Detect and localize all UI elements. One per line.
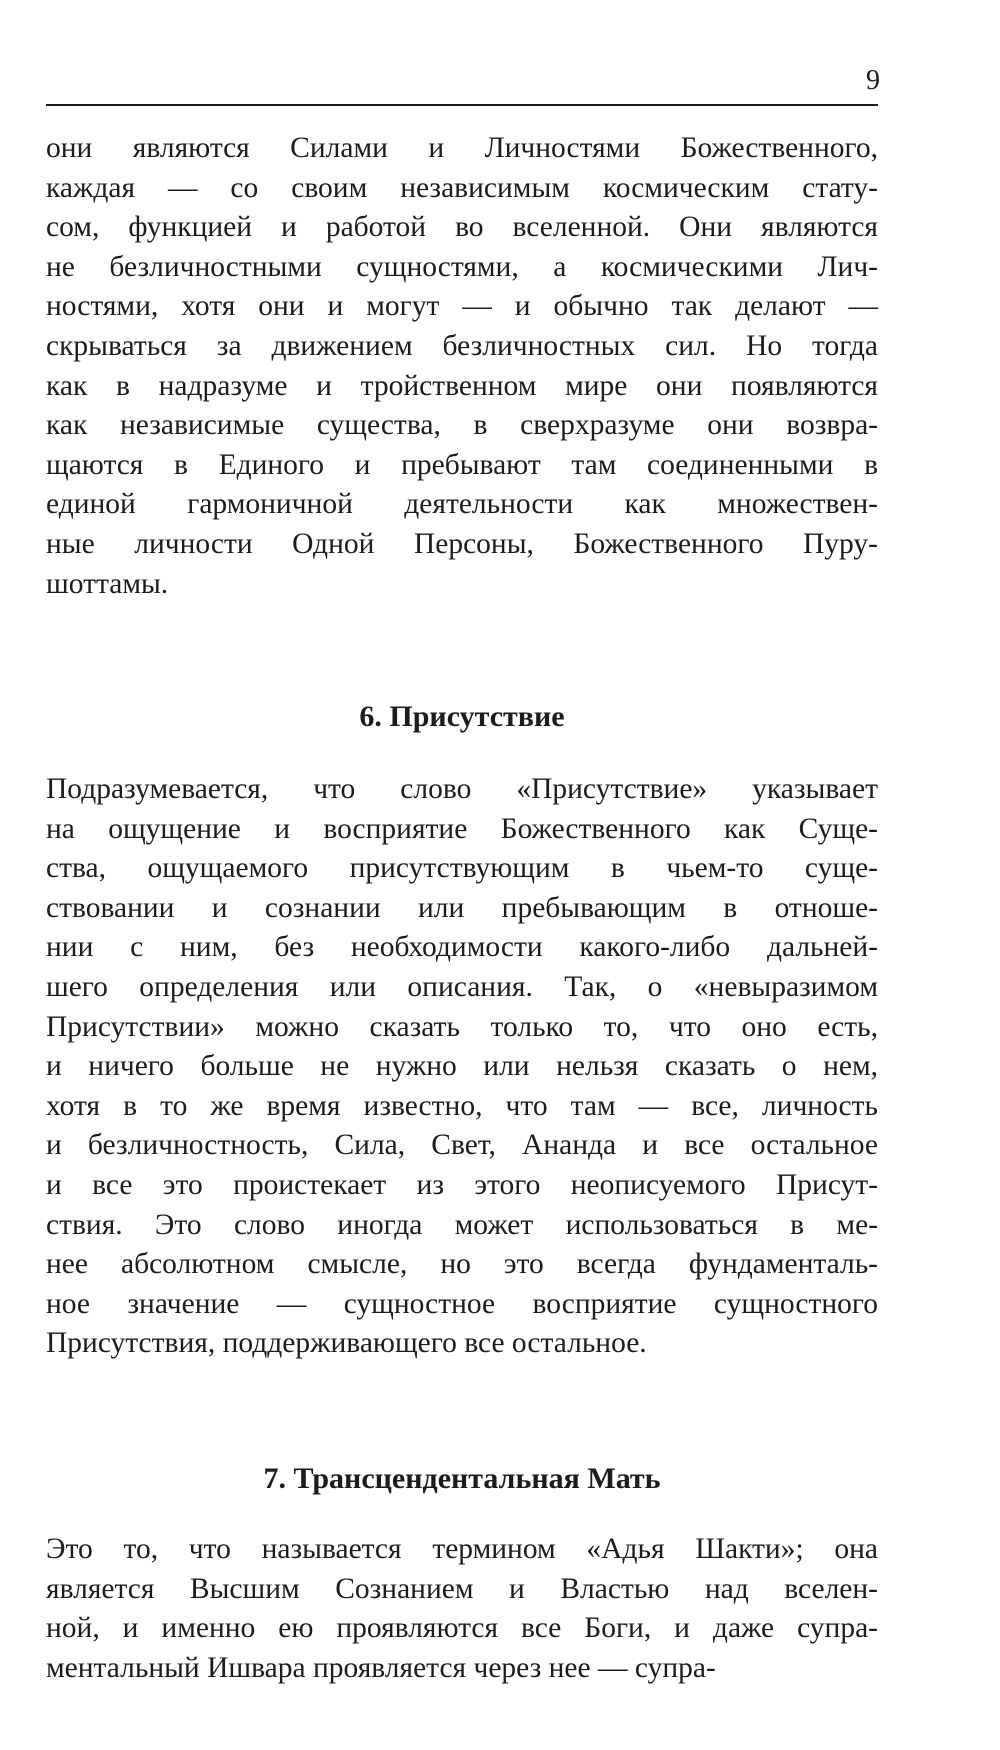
section-heading-presence: 6. Присутствие (359, 700, 565, 733)
text-line: единой гармоничной деятельности как множествен- (46, 488, 878, 521)
text-line: Присутствии» можно сказать только то, что оно есть, (46, 1010, 878, 1043)
text-line: Присутствия, поддерживающего все остальное. (46, 1327, 647, 1360)
text-line: скрываться за движением безличностных сил. Но тогда (46, 329, 878, 362)
text-line: шоттамы. (46, 567, 169, 600)
text-line: и все это проистекает из этого неописуемого Присут- (46, 1168, 878, 1201)
text-line: ностями, хотя они и могут — и обычно так делают — (46, 290, 878, 323)
text-line: как независимые существа, в сверхразуме они возвра- (46, 409, 878, 442)
text-line: на ощущение и восприятие Божественного как Суще- (46, 812, 878, 845)
paragraph-2 (46, 770, 878, 1364)
text-line: Подразумевается, что слово «Присутствие» указывает (46, 773, 878, 805)
text-line: как в надразуме и тройственном мире они появляются (46, 369, 878, 402)
text-line: нее абсолютном смысле, но это всегда фундаменталь- (46, 1248, 878, 1281)
paragraph-3 (46, 1530, 878, 1688)
text-line: каждая — со своим независимым космическим стату- (46, 171, 878, 204)
text-line: нии с ним, без необходимости какого-либо дальней- (46, 931, 878, 964)
text-line: ментальный Ишвара проявляется через нее — супра- (46, 1651, 716, 1684)
text-line: не безличностными сущностями, а космическими Лич- (46, 250, 878, 283)
text-line: и безличностность, Сила, Свет, Ананда и все остальное (46, 1129, 878, 1162)
text-line: хотя в то же время известно, что там — все, личность (46, 1089, 878, 1122)
text-line: они являются Силами и Личностями Божественного, (46, 132, 878, 164)
text-line: ствовании и сознании или пребывающим в отноше- (46, 891, 878, 924)
text-line: сом, функцией и работой во вселенной. Они являются (46, 211, 878, 244)
text-line: Это то, что называется термином «Адья Шакти»; она (46, 1533, 878, 1565)
text-line: является Высшим Сознанием и Властью над вселен- (46, 1572, 878, 1605)
text-line: ной, и именно ею проявляются все Боги, и даже супра- (46, 1612, 878, 1645)
page-number: 9 (866, 65, 880, 96)
text-line: щаются в Единого и пребывают там соединенными в (46, 448, 878, 481)
paragraph-1 (46, 129, 878, 604)
text-line: ное значение — сущностное восприятие сущностного (46, 1287, 878, 1320)
text-line: и ничего больше не нужно или нельзя сказать о нем, (46, 1050, 878, 1083)
header-rule (46, 104, 878, 106)
text-line: ствия. Это слово иногда может использоваться в ме- (46, 1208, 878, 1241)
text-line: шего определения или описания. Так, о «невыразимом (46, 970, 878, 1003)
text-line: ные личности Одной Персоны, Божественного Пуру- (46, 527, 878, 560)
text-line: ства, ощущаемого присутствующим в чьем-то суще- (46, 852, 878, 885)
section-heading-transcendent-mother: 7. Трансцендентальная Мать (263, 1462, 661, 1495)
